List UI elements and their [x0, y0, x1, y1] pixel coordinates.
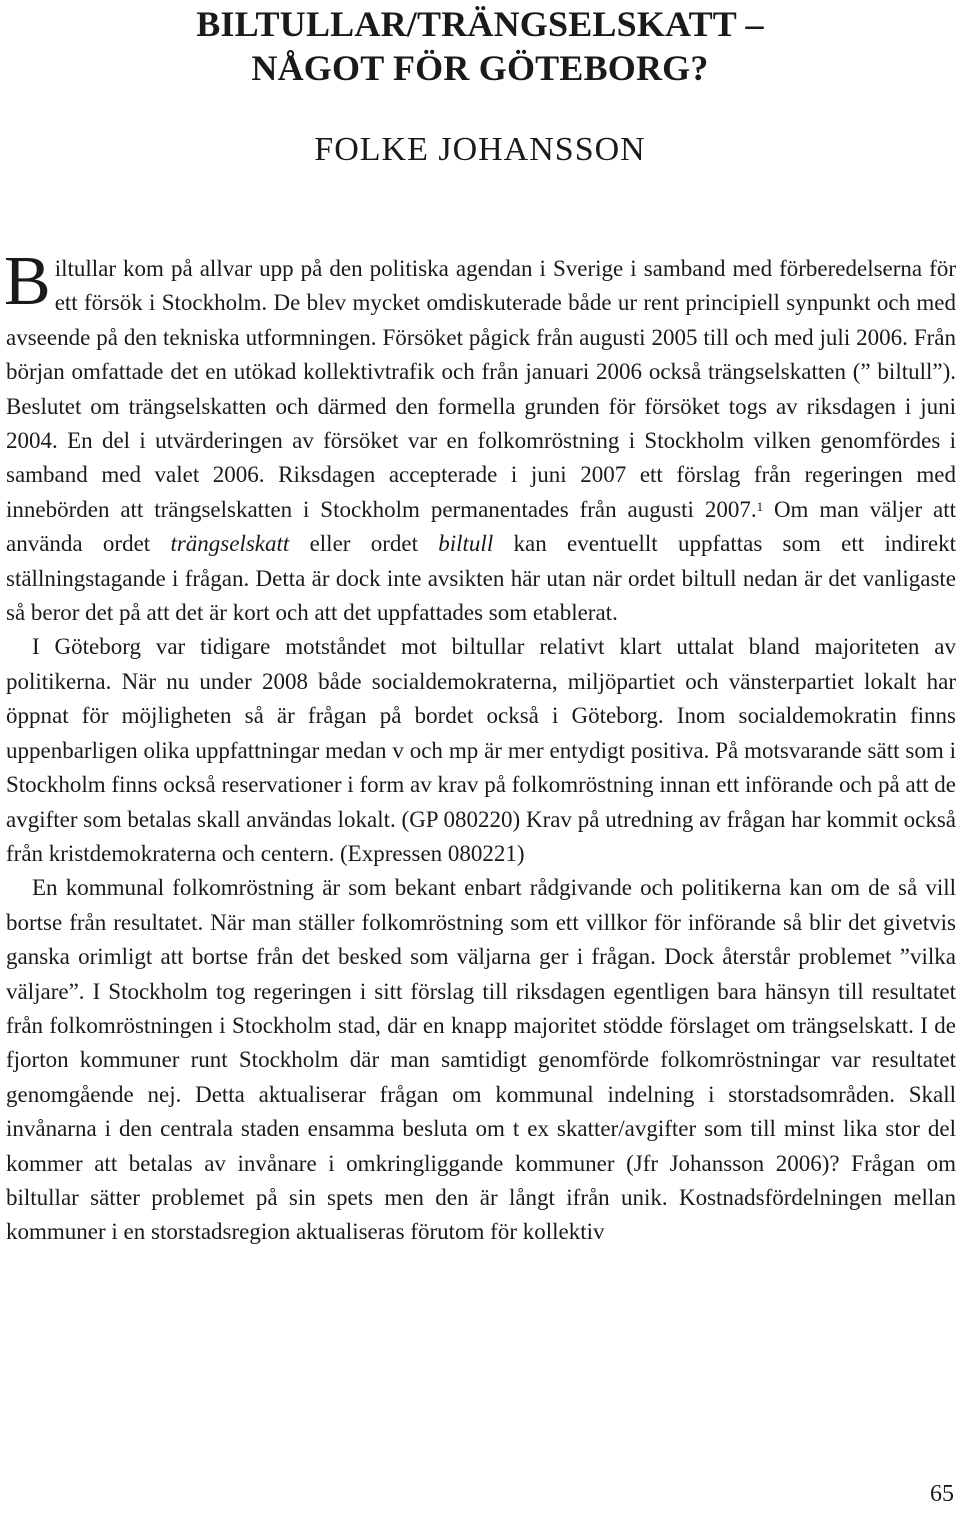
paragraph-1-text-b: Om man väljer att använda ordet [6, 496, 956, 557]
article-body [4, 243, 956, 1250]
paragraph-1-text-d: kan eventuellt uppfattas som ett indirekt ställningstagande i frågan. Detta är dock inte avsikten här utan när ordet biltull nedan är det vanligaste så beror det på att det är kort och att det uppfattades som etablerat. [6, 531, 956, 626]
author-name: FOLKE JOHANSSON [314, 131, 646, 168]
paragraph-1 [4, 243, 956, 630]
page-number: 65 [930, 1481, 954, 1507]
title-line-2: NÅGOT FÖR GÖTEBORG? [251, 48, 709, 88]
paragraph-1-text-c: eller ordet [289, 531, 439, 557]
title-line-1: BILTULLAR/TRÄNGSELSKATT – [196, 4, 764, 44]
drop-cap: B [4, 243, 51, 320]
term-biltull: biltull [438, 531, 494, 557]
footnote-ref: 1 [756, 498, 764, 514]
paragraph-2: I Göteborg var tidigare motståndet mot biltullar relativt klart uttalat bland majoriteten av politikerna. När nu under 2008 både socialdemokraterna, miljöpartiet och vänsterpartiet lokalt har öppnat för möjligheten så är frågan på bordet också i Göteborg. Inom socialdemokratin finns uppenbarligen olika uppfattningar medan v och mp är mer entydigt positiva. På motsvarande sätt som i Stockholm finns också reservationer i form av krav på folkomröstning innan ett införande och på att de avgifter som betalas skall användas lokalt. (GP 080220) Krav på utredning av frågan har kommit också från kristdemokraterna och centern. (Expressen 080221) [6, 634, 956, 866]
article-title [0, 2, 960, 90]
term-trangselskatt: trängselskatt [170, 531, 290, 557]
paragraph-3: En kommunal folkomröstning är som bekant enbart rådgivande och politikerna kan om de så vill bortse från resultatet. När man ställer folkomröstning som ett villkor för införande så blir det givetvis ganska orimligt att bortse från det besked som väljarna ger i frågan. Dock återstår problemet ”vilka väljare”. I Stockholm tog regeringen i sitt förslag till riksdagen egentligen bara hänsyn till resultatet från folkomröstningen i Stockholm stad, där en knapp majoritet stödde förslaget om trängselskatt. I de fjorton kommuner runt Stockholm där man samtidigt genomförde folkomröstningar var resultatet genomgående nej. Detta aktualiserar frågan om kommunal indelning i storstadsområden. Skall invånarna i den centrala staden ensamma besluta om t ex skatter/avgifter som till minst lika stor del kommer att betalas av invånare i omkringliggande kommuner (Jfr Johansson 2006)? Frågan om biltullar sätter problemet på sin spets men den är långt ifrån unik. Kostnadsfördelningen mellan kommuner i en storstadsregion aktualiseras förutom för kollektiv [6, 875, 956, 1245]
paragraph-1-text-a: iltullar kom på allvar upp på den politiska agendan i Sverige i samband med förberedelserna för ett försök i Stockholm. De blev mycket omdiskuterade både ur rent principiell synpunkt och med avseende på den tekniska utformningen. Försöket pågick från augusti 2005 till och med juli 2006. Från början omfattade det en utökad kollektivtrafik och från januari 2006 också trängselskatten (” biltull”). Beslutet om trängselskatten och därmed den formella grunden för försöket togs av riksdagen i juni 2004. En del i utvärderingen av försöket var en folkomröstning i Stockholm vilken genomfördes i samband med valet 2006. Riksdagen accepterade i juni 2007 ett förslag från regeringen med innebörden att trängselskatten i Stockholm permanentades från augusti 2007. [6, 256, 956, 522]
